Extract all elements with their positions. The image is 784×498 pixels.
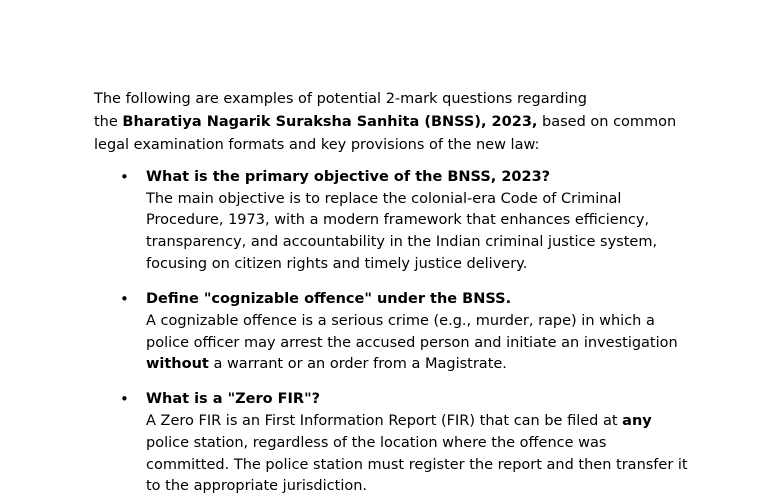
intro-paragraph xyxy=(94,88,688,157)
intro-line-3: legal examination formats and key provisions of the new law: xyxy=(94,136,540,153)
question-title: Define "cognizable offence" under the BNSS. xyxy=(146,290,512,307)
bullet-icon: • xyxy=(120,167,129,186)
question-body xyxy=(146,411,688,498)
emphasis-word: any xyxy=(622,413,652,430)
question-body-text: A Zero FIR is an First Information Report (FIR) that can be filed at xyxy=(146,413,623,430)
list-item xyxy=(94,289,688,376)
list-item xyxy=(94,389,688,498)
bullet-icon: • xyxy=(120,289,129,308)
question-body-text: A cognizable offence is a serious crime (e.g., murder, rape) in which a police officer may arrest the accused person and initiate an investigation xyxy=(146,312,678,351)
question-title: What is a "Zero FIR"? xyxy=(146,391,321,407)
question-body-text-tail: a warrant or an order from a Magistrate. xyxy=(208,356,507,373)
question-body-text: The main objective is to replace the colonial-era Code of Criminal Procedure, 1973, with a modern framework that enhances efficiency, transparency, and accountability in the Indian criminal justice system, focusing on citizen rights and timely justice delivery. xyxy=(146,190,658,272)
emphasis-word: without xyxy=(146,356,209,373)
intro-line-2-suffix: based on common xyxy=(537,113,677,130)
question-body xyxy=(146,311,688,376)
bullet-icon: • xyxy=(120,390,129,408)
act-name: Bharatiya Nagarik Suraksha Sanhita (BNSS), 2023, xyxy=(122,113,538,130)
intro-line-2-prefix: the xyxy=(94,113,123,130)
question-title: What is the primary objective of the BNSS, 2023? xyxy=(146,168,551,185)
list-item xyxy=(94,167,688,276)
intro-line-1: The following are examples of potential 2-mark questions regarding xyxy=(94,91,587,107)
question-body xyxy=(146,189,688,276)
question-list xyxy=(94,167,688,498)
question-body-text-tail: police station, regardless of the location where the offence was committed. The police station must register the report and then transfer it to the appropriate jurisdiction. xyxy=(146,434,688,495)
